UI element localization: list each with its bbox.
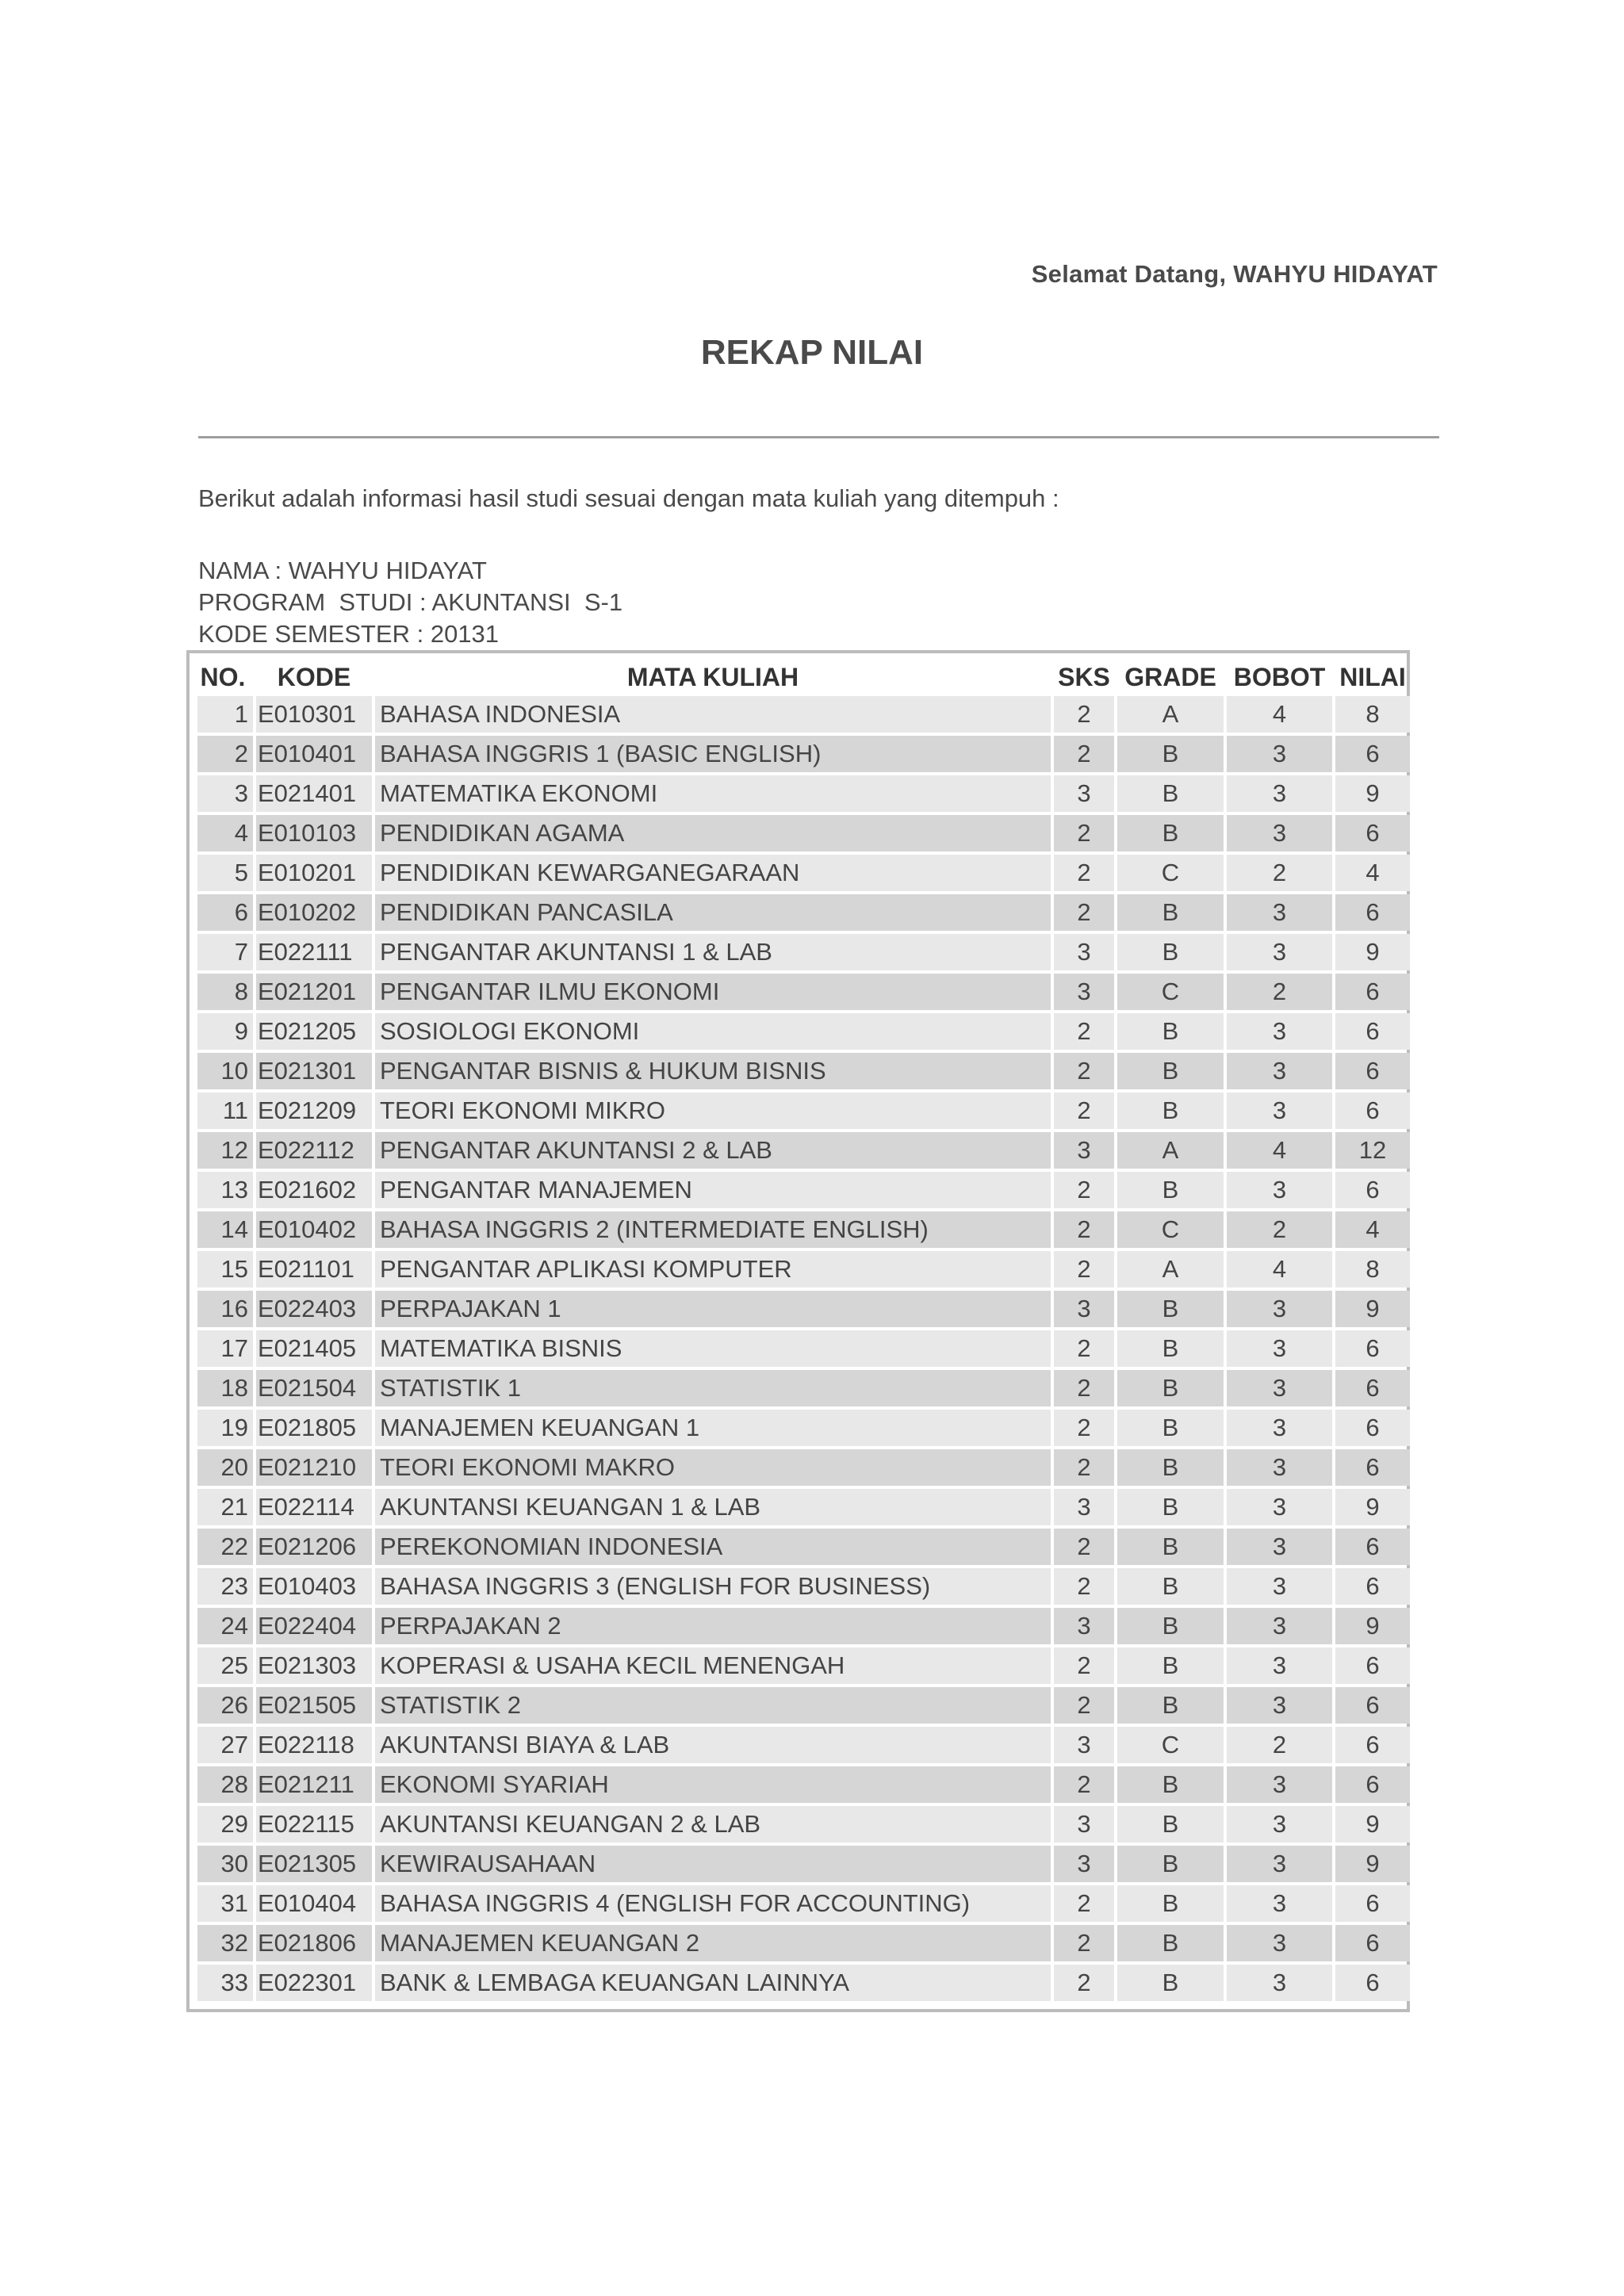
- page-title: REKAP NILAI: [700, 333, 924, 372]
- table-row: [197, 696, 1410, 733]
- col-header-grade: GRADE: [1124, 662, 1216, 691]
- cell-grade: B: [1117, 934, 1224, 970]
- cell-grade: C: [1117, 855, 1224, 891]
- table-row: [197, 1330, 1410, 1367]
- cell-kode: E021211: [256, 1766, 372, 1803]
- cell-mata-kuliah: TEORI EKONOMI MAKRO: [375, 1449, 1051, 1486]
- cell-bobot: 3: [1227, 1925, 1332, 1961]
- cell-sks: 3: [1054, 1806, 1114, 1843]
- cell-grade: B: [1117, 1608, 1224, 1644]
- intro-text: Berikut adalah informasi hasil studi sesuai dengan mata kuliah yang ditempuh :: [198, 484, 1059, 512]
- table-row: [197, 1053, 1410, 1089]
- cell-no: 28: [197, 1766, 253, 1803]
- cell-grade: B: [1117, 1330, 1224, 1367]
- cell-no: 2: [197, 736, 253, 772]
- table-row: [197, 1291, 1410, 1327]
- cell-sks: 3: [1054, 1727, 1114, 1763]
- cell-mata-kuliah: MANAJEMEN KEUANGAN 2: [375, 1925, 1051, 1961]
- cell-mata-kuliah: STATISTIK 2: [375, 1687, 1051, 1724]
- cell-grade: B: [1117, 1568, 1224, 1605]
- cell-grade: C: [1117, 974, 1224, 1010]
- cell-sks: 2: [1054, 696, 1114, 733]
- table-row: [197, 974, 1410, 1010]
- col-header-no: NO.: [200, 662, 246, 691]
- cell-bobot: 3: [1227, 1687, 1332, 1724]
- cell-no: 8: [197, 974, 253, 1010]
- cell-mata-kuliah: BAHASA INGGRIS 2 (INTERMEDIATE ENGLISH): [375, 1211, 1051, 1248]
- cell-nilai: 12: [1335, 1132, 1410, 1169]
- cell-bobot: 4: [1227, 1251, 1332, 1288]
- cell-mata-kuliah: BANK & LEMBAGA KEUANGAN LAINNYA: [375, 1965, 1051, 2001]
- cell-kode: E021303: [256, 1647, 372, 1684]
- cell-no: 11: [197, 1093, 253, 1129]
- cell-kode: E010103: [256, 815, 372, 851]
- cell-bobot: 3: [1227, 1885, 1332, 1922]
- cell-bobot: 2: [1227, 855, 1332, 891]
- cell-sks: 2: [1054, 1013, 1114, 1050]
- cell-nilai: 9: [1335, 1489, 1410, 1525]
- col-header-sks: SKS: [1058, 662, 1110, 691]
- cell-bobot: 3: [1227, 815, 1332, 851]
- cell-nilai: 9: [1335, 934, 1410, 970]
- cell-nilai: 4: [1335, 855, 1410, 891]
- table-row: [197, 1449, 1410, 1486]
- table-row: [197, 1370, 1410, 1406]
- welcome-greeting: Selamat Datang, WAHYU HIDAYAT: [1031, 260, 1438, 288]
- cell-grade: B: [1117, 815, 1224, 851]
- cell-grade: B: [1117, 1687, 1224, 1724]
- cell-sks: 2: [1054, 1053, 1114, 1089]
- cell-mata-kuliah: MANAJEMEN KEUANGAN 1: [375, 1410, 1051, 1446]
- cell-nilai: 6: [1335, 1647, 1410, 1684]
- cell-grade: B: [1117, 1370, 1224, 1406]
- table-body: [197, 696, 1410, 2001]
- cell-no: 13: [197, 1172, 253, 1208]
- cell-kode: E021209: [256, 1093, 372, 1129]
- cell-grade: B: [1117, 1291, 1224, 1327]
- cell-mata-kuliah: MATEMATIKA BISNIS: [375, 1330, 1051, 1367]
- cell-bobot: 3: [1227, 775, 1332, 812]
- cell-nilai: 6: [1335, 1885, 1410, 1922]
- cell-grade: B: [1117, 1647, 1224, 1684]
- cell-bobot: 3: [1227, 1965, 1332, 2001]
- cell-sks: 2: [1054, 1925, 1114, 1961]
- cell-nilai: 6: [1335, 894, 1410, 931]
- cell-mata-kuliah: SOSIOLOGI EKONOMI: [375, 1013, 1051, 1050]
- cell-bobot: 3: [1227, 1330, 1332, 1367]
- cell-kode: E010403: [256, 1568, 372, 1605]
- cell-kode: E010202: [256, 894, 372, 931]
- table-row: [197, 1013, 1410, 1050]
- cell-grade: B: [1117, 894, 1224, 931]
- cell-mata-kuliah: AKUNTANSI KEUANGAN 1 & LAB: [375, 1489, 1051, 1525]
- cell-kode: E021602: [256, 1172, 372, 1208]
- cell-kode: E021201: [256, 974, 372, 1010]
- cell-mata-kuliah: PENGANTAR MANAJEMEN: [375, 1172, 1051, 1208]
- table-row: [197, 1846, 1410, 1882]
- cell-mata-kuliah: STATISTIK 1: [375, 1370, 1051, 1406]
- table-row: [197, 1410, 1410, 1446]
- cell-grade: A: [1117, 1251, 1224, 1288]
- cell-sks: 3: [1054, 1608, 1114, 1644]
- cell-grade: B: [1117, 1766, 1224, 1803]
- cell-kode: E010404: [256, 1885, 372, 1922]
- table-row: [197, 1608, 1410, 1644]
- cell-bobot: 3: [1227, 1647, 1332, 1684]
- cell-grade: B: [1117, 1449, 1224, 1486]
- table-row: [197, 736, 1410, 772]
- cell-bobot: 3: [1227, 1766, 1332, 1803]
- cell-sks: 2: [1054, 1529, 1114, 1565]
- cell-no: 6: [197, 894, 253, 931]
- cell-grade: C: [1117, 1211, 1224, 1248]
- table-row: [197, 1965, 1410, 2001]
- cell-mata-kuliah: PENGANTAR AKUNTANSI 2 & LAB: [375, 1132, 1051, 1169]
- cell-sks: 2: [1054, 1647, 1114, 1684]
- cell-bobot: 3: [1227, 1806, 1332, 1843]
- col-header-nilai: NILAI: [1339, 662, 1406, 691]
- cell-no: 22: [197, 1529, 253, 1565]
- cell-grade: A: [1117, 1132, 1224, 1169]
- cell-bobot: 3: [1227, 1489, 1332, 1525]
- cell-no: 15: [197, 1251, 253, 1288]
- table-row: [197, 1806, 1410, 1843]
- cell-nilai: 6: [1335, 815, 1410, 851]
- cell-grade: B: [1117, 1965, 1224, 2001]
- cell-no: 10: [197, 1053, 253, 1089]
- cell-kode: E022115: [256, 1806, 372, 1843]
- cell-kode: E021806: [256, 1925, 372, 1961]
- cell-grade: A: [1117, 696, 1224, 733]
- grades-table: [194, 658, 1413, 2004]
- cell-grade: B: [1117, 1846, 1224, 1882]
- cell-kode: E010401: [256, 736, 372, 772]
- cell-bobot: 3: [1227, 1172, 1332, 1208]
- cell-kode: E021101: [256, 1251, 372, 1288]
- cell-kode: E021210: [256, 1449, 372, 1486]
- table-row: [197, 1925, 1410, 1961]
- cell-no: 27: [197, 1727, 253, 1763]
- cell-nilai: 9: [1335, 1806, 1410, 1843]
- cell-nilai: 6: [1335, 1330, 1410, 1367]
- cell-bobot: 3: [1227, 1291, 1332, 1327]
- cell-mata-kuliah: BAHASA INGGRIS 4 (ENGLISH FOR ACCOUNTING): [375, 1885, 1051, 1922]
- col-header-mata-kuliah: MATA KULIAH: [626, 662, 799, 691]
- cell-sks: 2: [1054, 1766, 1114, 1803]
- cell-sks: 2: [1054, 1965, 1114, 2001]
- cell-kode: E022404: [256, 1608, 372, 1644]
- cell-kode: E022118: [256, 1727, 372, 1763]
- cell-sks: 2: [1054, 1410, 1114, 1446]
- cell-grade: B: [1117, 1172, 1224, 1208]
- cell-kode: E021305: [256, 1846, 372, 1882]
- table-row: [197, 1885, 1410, 1922]
- cell-mata-kuliah: PENGANTAR AKUNTANSI 1 & LAB: [375, 934, 1051, 970]
- cell-no: 4: [197, 815, 253, 851]
- cell-no: 9: [197, 1013, 253, 1050]
- cell-mata-kuliah: PERPAJAKAN 1: [375, 1291, 1051, 1327]
- cell-grade: B: [1117, 1053, 1224, 1089]
- cell-kode: E010201: [256, 855, 372, 891]
- study-program: PROGRAM STUDI : AKUNTANSI S-1: [198, 588, 623, 616]
- grades-table-container: [186, 650, 1410, 2012]
- cell-bobot: 4: [1227, 1132, 1332, 1169]
- table-row: [197, 1093, 1410, 1129]
- cell-nilai: 6: [1335, 736, 1410, 772]
- cell-bobot: 3: [1227, 1093, 1332, 1129]
- cell-bobot: 3: [1227, 736, 1332, 772]
- table-row: [197, 1251, 1410, 1288]
- cell-bobot: 2: [1227, 1727, 1332, 1763]
- cell-sks: 2: [1054, 1449, 1114, 1486]
- cell-nilai: 6: [1335, 1925, 1410, 1961]
- cell-sks: 2: [1054, 1172, 1114, 1208]
- cell-bobot: 3: [1227, 1529, 1332, 1565]
- cell-mata-kuliah: TEORI EKONOMI MIKRO: [375, 1093, 1051, 1129]
- cell-nilai: 6: [1335, 1687, 1410, 1724]
- cell-sks: 2: [1054, 855, 1114, 891]
- cell-mata-kuliah: PENGANTAR BISNIS & HUKUM BISNIS: [375, 1053, 1051, 1089]
- cell-nilai: 6: [1335, 1766, 1410, 1803]
- cell-sks: 2: [1054, 1885, 1114, 1922]
- cell-sks: 2: [1054, 1330, 1114, 1367]
- cell-nilai: 6: [1335, 1172, 1410, 1208]
- table-row: [197, 1529, 1410, 1565]
- cell-kode: E021805: [256, 1410, 372, 1446]
- cell-no: 5: [197, 855, 253, 891]
- cell-bobot: 2: [1227, 1211, 1332, 1248]
- cell-mata-kuliah: PERPAJAKAN 2: [375, 1608, 1051, 1644]
- cell-no: 32: [197, 1925, 253, 1961]
- table-row: [197, 1766, 1410, 1803]
- cell-grade: B: [1117, 1529, 1224, 1565]
- student-name: NAMA : WAHYU HIDAYAT: [198, 557, 487, 584]
- cell-nilai: 6: [1335, 1965, 1410, 2001]
- cell-no: 3: [197, 775, 253, 812]
- cell-mata-kuliah: PENGANTAR APLIKASI KOMPUTER: [375, 1251, 1051, 1288]
- cell-nilai: 6: [1335, 1053, 1410, 1089]
- table-row: [197, 1211, 1410, 1248]
- cell-nilai: 6: [1335, 1370, 1410, 1406]
- cell-sks: 2: [1054, 815, 1114, 851]
- table-header-row: [197, 661, 1410, 693]
- cell-nilai: 6: [1335, 1529, 1410, 1565]
- cell-nilai: 9: [1335, 1608, 1410, 1644]
- cell-no: 16: [197, 1291, 253, 1327]
- cell-no: 1: [197, 696, 253, 733]
- table-row: [197, 1132, 1410, 1169]
- table-row: [197, 934, 1410, 970]
- cell-mata-kuliah: BAHASA INDONESIA: [375, 696, 1051, 733]
- cell-no: 12: [197, 1132, 253, 1169]
- cell-mata-kuliah: AKUNTANSI KEUANGAN 2 & LAB: [375, 1806, 1051, 1843]
- cell-kode: E010301: [256, 696, 372, 733]
- cell-grade: B: [1117, 1093, 1224, 1129]
- cell-mata-kuliah: PENGANTAR ILMU EKONOMI: [375, 974, 1051, 1010]
- cell-sks: 3: [1054, 1489, 1114, 1525]
- cell-kode: E022114: [256, 1489, 372, 1525]
- table-row: [197, 855, 1410, 891]
- cell-kode: E022301: [256, 1965, 372, 2001]
- cell-mata-kuliah: KEWIRAUSAHAAN: [375, 1846, 1051, 1882]
- cell-no: 29: [197, 1806, 253, 1843]
- cell-kode: E010402: [256, 1211, 372, 1248]
- table-row: [197, 1647, 1410, 1684]
- cell-sks: 2: [1054, 1568, 1114, 1605]
- cell-bobot: 3: [1227, 1608, 1332, 1644]
- cell-sks: 2: [1054, 1211, 1114, 1248]
- table-row: [197, 1687, 1410, 1724]
- cell-grade: B: [1117, 1885, 1224, 1922]
- cell-bobot: 3: [1227, 1370, 1332, 1406]
- semester-code: KODE SEMESTER : 20131: [198, 620, 500, 648]
- cell-bobot: 4: [1227, 696, 1332, 733]
- col-header-kode: KODE: [277, 662, 351, 691]
- cell-kode: E022403: [256, 1291, 372, 1327]
- cell-grade: B: [1117, 775, 1224, 812]
- cell-no: 30: [197, 1846, 253, 1882]
- cell-nilai: 4: [1335, 1211, 1410, 1248]
- cell-grade: B: [1117, 1925, 1224, 1961]
- cell-mata-kuliah: PENDIDIKAN KEWARGANEGARAAN: [375, 855, 1051, 891]
- table-row: [197, 894, 1410, 931]
- cell-bobot: 2: [1227, 974, 1332, 1010]
- col-header-bobot: BOBOT: [1233, 662, 1326, 691]
- cell-no: 24: [197, 1608, 253, 1644]
- cell-mata-kuliah: MATEMATIKA EKONOMI: [375, 775, 1051, 812]
- cell-no: 7: [197, 934, 253, 970]
- cell-sks: 2: [1054, 1251, 1114, 1288]
- cell-kode: E021405: [256, 1330, 372, 1367]
- student-info: [198, 555, 622, 650]
- cell-kode: E021401: [256, 775, 372, 812]
- cell-no: 23: [197, 1568, 253, 1605]
- cell-nilai: 8: [1335, 696, 1410, 733]
- cell-sks: 3: [1054, 775, 1114, 812]
- cell-nilai: 6: [1335, 1449, 1410, 1486]
- cell-bobot: 3: [1227, 1013, 1332, 1050]
- cell-kode: E021206: [256, 1529, 372, 1565]
- cell-grade: B: [1117, 1806, 1224, 1843]
- cell-bobot: 3: [1227, 1568, 1332, 1605]
- cell-kode: E022111: [256, 934, 372, 970]
- cell-no: 25: [197, 1647, 253, 1684]
- cell-kode: E021504: [256, 1370, 372, 1406]
- cell-bobot: 3: [1227, 1846, 1332, 1882]
- cell-no: 18: [197, 1370, 253, 1406]
- cell-mata-kuliah: PEREKONOMIAN INDONESIA: [375, 1529, 1051, 1565]
- cell-bobot: 3: [1227, 1053, 1332, 1089]
- cell-no: 17: [197, 1330, 253, 1367]
- cell-mata-kuliah: PENDIDIKAN AGAMA: [375, 815, 1051, 851]
- cell-grade: C: [1117, 1727, 1224, 1763]
- cell-sks: 3: [1054, 934, 1114, 970]
- cell-sks: 2: [1054, 736, 1114, 772]
- cell-nilai: 6: [1335, 974, 1410, 1010]
- cell-nilai: 6: [1335, 1013, 1410, 1050]
- cell-nilai: 9: [1335, 775, 1410, 812]
- cell-no: 33: [197, 1965, 253, 2001]
- cell-nilai: 6: [1335, 1093, 1410, 1129]
- cell-nilai: 6: [1335, 1410, 1410, 1446]
- cell-sks: 2: [1054, 1370, 1114, 1406]
- cell-no: 26: [197, 1687, 253, 1724]
- table-row: [197, 815, 1410, 851]
- table-row: [197, 1489, 1410, 1525]
- cell-sks: 3: [1054, 1132, 1114, 1169]
- cell-mata-kuliah: KOPERASI & USAHA KECIL MENENGAH: [375, 1647, 1051, 1684]
- cell-grade: B: [1117, 736, 1224, 772]
- cell-sks: 2: [1054, 894, 1114, 931]
- cell-no: 19: [197, 1410, 253, 1446]
- cell-mata-kuliah: PENDIDIKAN PANCASILA: [375, 894, 1051, 931]
- cell-mata-kuliah: AKUNTANSI BIAYA & LAB: [375, 1727, 1051, 1763]
- cell-bobot: 3: [1227, 894, 1332, 931]
- cell-mata-kuliah: EKONOMI SYARIAH: [375, 1766, 1051, 1803]
- divider: [198, 436, 1439, 438]
- cell-nilai: 6: [1335, 1568, 1410, 1605]
- cell-no: 14: [197, 1211, 253, 1248]
- cell-sks: 3: [1054, 1291, 1114, 1327]
- cell-nilai: 9: [1335, 1291, 1410, 1327]
- cell-kode: E021301: [256, 1053, 372, 1089]
- cell-grade: B: [1117, 1410, 1224, 1446]
- cell-sks: 3: [1054, 1846, 1114, 1882]
- cell-bobot: 3: [1227, 934, 1332, 970]
- cell-kode: E021205: [256, 1013, 372, 1050]
- cell-sks: 2: [1054, 1093, 1114, 1129]
- cell-no: 20: [197, 1449, 253, 1486]
- table-row: [197, 775, 1410, 812]
- cell-mata-kuliah: BAHASA INGGRIS 3 (ENGLISH FOR BUSINESS): [375, 1568, 1051, 1605]
- cell-no: 21: [197, 1489, 253, 1525]
- cell-bobot: 3: [1227, 1410, 1332, 1446]
- cell-grade: B: [1117, 1013, 1224, 1050]
- cell-kode: E022112: [256, 1132, 372, 1169]
- cell-mata-kuliah: BAHASA INGGRIS 1 (BASIC ENGLISH): [375, 736, 1051, 772]
- cell-grade: B: [1117, 1489, 1224, 1525]
- cell-sks: 2: [1054, 1687, 1114, 1724]
- cell-sks: 3: [1054, 974, 1114, 1010]
- cell-nilai: 6: [1335, 1727, 1410, 1763]
- cell-kode: E021505: [256, 1687, 372, 1724]
- table-row: [197, 1568, 1410, 1605]
- cell-nilai: 9: [1335, 1846, 1410, 1882]
- cell-nilai: 8: [1335, 1251, 1410, 1288]
- cell-bobot: 3: [1227, 1449, 1332, 1486]
- table-row: [197, 1172, 1410, 1208]
- table-row: [197, 1727, 1410, 1763]
- cell-no: 31: [197, 1885, 253, 1922]
